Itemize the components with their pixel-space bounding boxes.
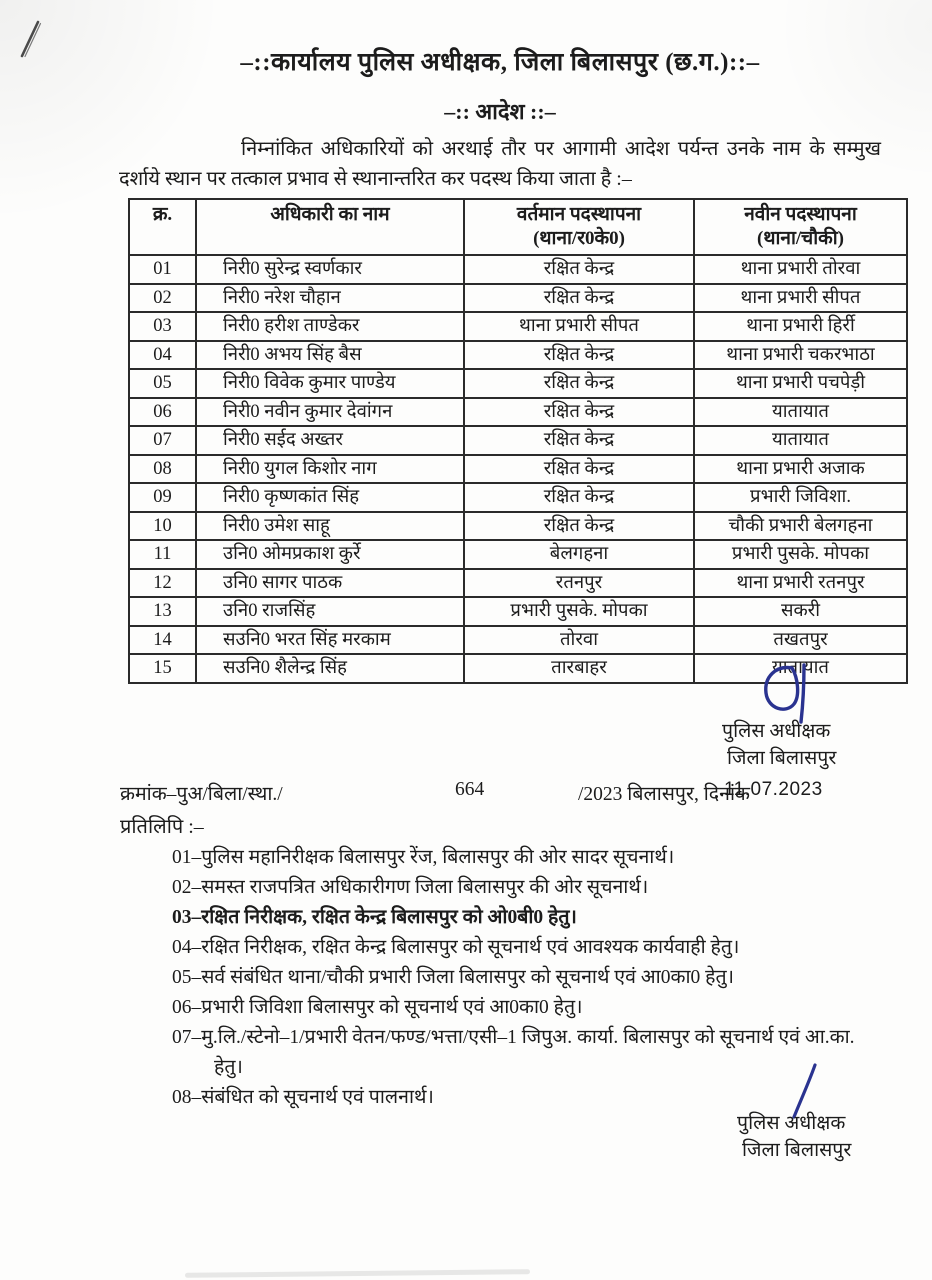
table-row <box>129 540 907 569</box>
new-posting-cell: तखतपुर <box>694 626 907 655</box>
current-posting-cell: तोरवा <box>464 626 694 655</box>
officer-name-cell: निरी0 उमेश साहू <box>196 512 464 541</box>
table-row <box>129 369 907 398</box>
serial-cell: 07 <box>129 426 196 455</box>
officer-name-cell: उनि0 सागर पाठक <box>196 569 464 598</box>
copy-item: 06–प्रभारी जिविशा बिलासपुर को सूचनार्थ एवं आ0का0 हेतु। <box>172 997 583 1018</box>
table-row <box>129 597 907 626</box>
new-posting-cell: थाना प्रभारी अजाक <box>694 455 907 484</box>
table-header-cell: अधिकारी का नाम <box>196 199 464 255</box>
signatory-designation: पुलिस अधीक्षक <box>737 1113 846 1134</box>
serial-cell: 08 <box>129 455 196 484</box>
officer-name-cell: उनि0 राजसिंह <box>196 597 464 626</box>
table-row <box>129 626 907 655</box>
new-posting-cell: थाना प्रभारी हिर्री <box>694 312 907 341</box>
current-posting-cell: तारबाहर <box>464 654 694 683</box>
table-row <box>129 512 907 541</box>
current-posting-cell: रक्षित केन्द्र <box>464 483 694 512</box>
serial-cell: 14 <box>129 626 196 655</box>
table-header-cell: नवीन पदस्थापना (थाना/चौकी) <box>694 199 907 255</box>
table-header-cell: क्र. <box>129 199 196 255</box>
serial-cell: 01 <box>129 255 196 284</box>
page-title: –::कार्यालय पुलिस अधीक्षक, जिला बिलासपुर (छ.ग.)::– <box>240 49 760 76</box>
serial-cell: 05 <box>129 369 196 398</box>
current-posting-cell: रक्षित केन्द्र <box>464 455 694 484</box>
officer-name-cell: निरी0 कृष्णकांत सिंह <box>196 483 464 512</box>
new-posting-cell: थाना प्रभारी सीपत <box>694 284 907 313</box>
current-posting-cell: रक्षित केन्द्र <box>464 284 694 313</box>
officer-name-cell: उनि0 ओमप्रकाश कुर्रे <box>196 540 464 569</box>
table-header-row <box>129 199 907 255</box>
officer-name-cell: निरी0 अभय सिंह बैस <box>196 341 464 370</box>
officer-name-cell: निरी0 सुरेन्द्र स्वर्णकार <box>196 255 464 284</box>
serial-cell: 04 <box>129 341 196 370</box>
new-posting-cell: यातायात <box>694 426 907 455</box>
current-posting-cell: थाना प्रभारी सीपत <box>464 312 694 341</box>
officer-name-cell: निरी0 नरेश चौहान <box>196 284 464 313</box>
signatory-district: जिला बिलासपुर <box>742 1140 852 1161</box>
table-header-cell: वर्तमान पदस्थापना (थाना/र0के0) <box>464 199 694 255</box>
table-row <box>129 398 907 427</box>
officer-name-cell: सउनि0 भरत सिंह मरकाम <box>196 626 464 655</box>
new-posting-cell: यातायात <box>694 654 907 683</box>
signatory-block-bottom <box>737 1110 851 1164</box>
table-row <box>129 312 907 341</box>
dispatch-number: 664 <box>455 779 485 800</box>
current-posting-cell: बेलगहना <box>464 540 694 569</box>
intro-paragraph: निम्नांकित अधिकारियों को अरथाई तौर पर आगामी आदेश पर्यन्त उनके नाम के सम्मुख दर्शाये स्थान पर तत्काल प्रभाव से स्थानान्तरित कर पदस्थ किया जाता है :– <box>119 138 881 190</box>
serial-cell: 13 <box>129 597 196 626</box>
serial-cell: 06 <box>129 398 196 427</box>
signatory-district: जिला बिलासपुर <box>727 748 837 769</box>
current-posting-cell: रक्षित केन्द्र <box>464 426 694 455</box>
copy-item: 05–सर्व संबंधित थाना/चौकी प्रभारी जिला बिलासपुर को सूचनार्थ एवं आ0का0 हेतु। <box>172 967 734 988</box>
current-posting-cell: रक्षित केन्द्र <box>464 341 694 370</box>
copy-heading: प्रतिलिपि :– <box>120 816 204 838</box>
reference-number-line <box>0 779 932 809</box>
new-posting-cell: थाना प्रभारी तोरवा <box>694 255 907 284</box>
new-posting-cell: थाना प्रभारी रतनपुर <box>694 569 907 598</box>
officer-name-cell: निरी0 विवेक कुमार पाण्डेय <box>196 369 464 398</box>
current-posting-cell: प्रभारी पुसके. मोपका <box>464 597 694 626</box>
serial-cell: 15 <box>129 654 196 683</box>
order-subtitle: –:: आदेश ::– <box>444 99 556 124</box>
officer-name-cell: सउनि0 शैलेन्द्र सिंह <box>196 654 464 683</box>
serial-cell: 11 <box>129 540 196 569</box>
copy-item: 02–समस्त राजपत्रित अधिकारीगण जिला बिलासपुर की ओर सूचनार्थ। <box>172 877 649 898</box>
order-date: 11.07.2023 <box>724 779 823 800</box>
new-posting-cell: चौकी प्रभारी बेलगहना <box>694 512 907 541</box>
signatory-designation: पुलिस अधीक्षक <box>722 721 831 742</box>
scan-smudge <box>185 1269 530 1278</box>
table-body <box>129 255 907 683</box>
new-posting-cell: थाना प्रभारी पचपेड़ी <box>694 369 907 398</box>
table-row <box>129 569 907 598</box>
table-row <box>129 284 907 313</box>
serial-cell: 02 <box>129 284 196 313</box>
serial-cell: 09 <box>129 483 196 512</box>
table-row <box>129 426 907 455</box>
signatory-block-top <box>722 718 836 772</box>
current-posting-cell: रतनपुर <box>464 569 694 598</box>
copy-item: 03–रक्षित निरीक्षक, रक्षित केन्द्र बिलासपुर को ओ0बी0 हेतु। <box>172 907 577 928</box>
current-posting-cell: रक्षित केन्द्र <box>464 398 694 427</box>
signature-top-stroke <box>758 662 820 726</box>
table-row <box>129 455 907 484</box>
copy-list <box>172 843 880 1113</box>
current-posting-cell: रक्षित केन्द्र <box>464 255 694 284</box>
serial-cell: 03 <box>129 312 196 341</box>
table-row <box>129 255 907 284</box>
current-posting-cell: रक्षित केन्द्र <box>464 369 694 398</box>
new-posting-cell: सकरी <box>694 597 907 626</box>
reference-prefix: क्रमांक–पुअ/बिला/स्था./ <box>120 784 283 805</box>
current-posting-cell: रक्षित केन्द्र <box>464 512 694 541</box>
officer-name-cell: निरी0 युगल किशोर नाग <box>196 455 464 484</box>
copy-item: 04–रक्षित निरीक्षक, रक्षित केन्द्र बिलासपुर को सूचनार्थ एवं आवश्यक कार्यवाही हेतु। <box>172 937 740 958</box>
new-posting-cell: प्रभारी पुसके. मोपका <box>694 540 907 569</box>
table-row <box>129 483 907 512</box>
serial-cell: 12 <box>129 569 196 598</box>
new-posting-cell: थाना प्रभारी चकरभाठा <box>694 341 907 370</box>
new-posting-cell: यातायात <box>694 398 907 427</box>
copy-item: 08–संबंधित को सूचनार्थ एवं पालनार्थ। <box>172 1087 434 1108</box>
table-row <box>129 341 907 370</box>
officer-name-cell: निरी0 नवीन कुमार देवांगन <box>196 398 464 427</box>
new-posting-cell: प्रभारी जिविशा. <box>694 483 907 512</box>
copy-item: 07–मु.लि./स्टेनो–1/प्रभारी वेतन/फण्ड/भत्ता/एसी–1 जिपुअ. कार्या. बिलासपुर को सूचनार्थ एवं आ.का. हेतु। <box>172 1027 855 1078</box>
officer-name-cell: निरी0 सईद अख्तर <box>196 426 464 455</box>
reference-year-place: /2023 बिलासपुर, दिनांक <box>578 784 750 805</box>
copy-item: 01–पुलिस महानिरीक्षक बिलासपुर रेंज, बिलासपुर की ओर सादर सूचनार्थ। <box>172 847 675 868</box>
serial-cell: 10 <box>129 512 196 541</box>
officer-name-cell: निरी0 हरीश ताण्डेकर <box>196 312 464 341</box>
transfer-table <box>128 198 908 684</box>
